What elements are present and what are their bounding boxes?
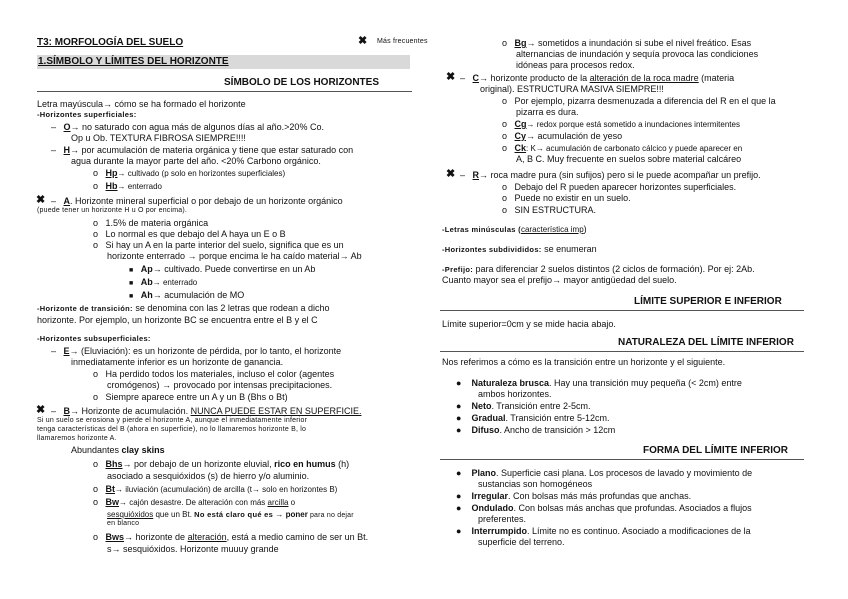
clay-skins: Abundantes clay skins	[71, 445, 165, 455]
horizon-a-item: o 1.5% de materia orgánica	[93, 218, 209, 228]
horizon-h-line2: agua durante la mayor parte del año. <20% Carbono orgánico.	[71, 156, 321, 166]
frequent-mark-icon: ✖	[36, 404, 46, 416]
horizon-hb: o Hb→ enterrado	[93, 181, 162, 191]
horizon-o-line2: Op u Ob. TEXTURA FIBROSA SIEMPRE!!!!	[71, 133, 246, 143]
horizon-bw-line2: sesquióxidos que un Bt. No está claro qué es → poner para no dejar	[107, 510, 354, 519]
doc-title: T3: MORFOLOGÍA DEL SUELO	[37, 37, 184, 48]
frequent-mark-icon: ✖	[36, 194, 46, 206]
horizon-b-note: Si un suelo se erosiona y pierde el horizonte A, aunque el inmediatamente inferior	[37, 417, 308, 424]
horizon-o: – O→ no saturado con agua más de algunos días al año.>20% Co.	[51, 122, 324, 132]
horizon-ab: ■ Ab→ enterrado	[129, 277, 198, 287]
horizon-ck-line2: A, B C. Muy frecuente en suelos sobre material calcáreo	[516, 154, 742, 164]
horizon-r: – R→ roca madre pura (sin sufijos) pero si le puede acompañar un prefijo.	[460, 170, 761, 180]
horizon-bg: o Bg→ sometidos a inundación si sube el nivel freático. Esas	[502, 38, 752, 48]
shape-item: ● Plano. Superficie casi plana. Los procesos de lavado y movimiento de	[456, 468, 753, 478]
divider	[440, 310, 804, 311]
horizon-b-note: tenga características del B (ahora en superficie), no lo llamaremos horizonte B, lo	[37, 426, 307, 433]
horizon-h: – H→ por acumulación de materia orgánica y tiene que estar saturado con	[51, 145, 354, 155]
horizon-cy: o Cy→ acumulación de yeso	[502, 131, 623, 141]
nature-item: ● Naturaleza brusca. Hay una transición muy pequeña (< 2cm) entre	[456, 378, 742, 388]
horizon-bws-line2: s→ sesquióxidos. Horizonte muuuy grande	[107, 544, 279, 554]
horizon-e-item-line2: cromógenos) → provocado por intensas precipitaciones.	[107, 380, 333, 390]
horizon-a-item: o Lo normal es que debajo del A haya un E o B	[93, 229, 286, 239]
horizon-bhs: o Bhs→ por debajo de un horizonte eluvial, rico en humus (h)	[93, 459, 350, 469]
horizon-b: – B→ Horizonte de acumulación. NUNCA PUEDE ESTAR EN SUPERFICIE.	[51, 406, 362, 416]
transition-text-line2: horizonte. Por ejemplo, un horizonte BC se encuentra entre el B y el C	[37, 315, 318, 325]
horizon-c: – C→ horizonte producto de la alteración de la roca madre (materia	[460, 73, 735, 83]
horizon-a-item: o Si hay un A en la parte interior del suelo, significa que es un	[93, 240, 344, 250]
shape-item: ● Ondulado. Con bolsas más anchas que profundas. Asociados a flujos	[456, 503, 752, 513]
sup-label: -Horizontes superficiales:	[37, 110, 137, 119]
horizon-ah: ■ Ah→ acumulación de MO	[129, 290, 245, 300]
nature-item: ● Neto. Transición entre 2-5cm.	[456, 401, 591, 411]
nature-item: ● Gradual. Transición entre 5-12cm.	[456, 413, 610, 423]
limits-text: Límite superior=0cm y se mide hacia abajo.	[442, 319, 616, 329]
legend-label: Más frecuentes	[377, 38, 428, 45]
subsection-title: SÍMBOLO DE LOS HORIZONTES	[224, 77, 380, 88]
lowercase-letters: -Letras minúsculas (característica imp)	[442, 224, 587, 234]
horizon-ck: o Ck: K→ acumulación de carbonato cálcico y puede aparecer en	[502, 143, 743, 153]
limits-title: LÍMITE SUPERIOR E INFERIOR	[634, 296, 782, 307]
horizon-a-item-line2: horizonte enterrado → porque encima le ha caído material→ Ab	[107, 251, 362, 261]
horizon-bws: o Bws→ horizonte de alteración, está a medio camino de ser un Bt.	[93, 532, 369, 542]
frequent-mark-icon: ✖	[446, 71, 456, 83]
section-title: 1.SÍMBOLO Y LÍMITES DEL HORIZONTE	[38, 56, 229, 67]
horizon-bhs-line2: asociado a sesquióxidos (s) de hierro y/o aluminio.	[107, 471, 310, 481]
horizon-bw: o Bw→ cajón desastre. De alteración con más arcilla o	[93, 497, 296, 507]
divider	[440, 351, 804, 352]
horizon-cg: o Cg→ redox porque está sometido a inundaciones intermitentes	[502, 119, 740, 129]
nature-text: Nos referimos a cómo es la transición entre un horizonte y el siguiente.	[442, 357, 726, 367]
horizon-c-line2: original). ESTRUCTURA MASIVA SIEMPRE!!!	[480, 84, 664, 94]
intro-text: Letra mayúscula→ cómo se ha formado el horizonte	[37, 99, 246, 109]
divider	[37, 91, 412, 92]
shape-item: ● Interrumpido. Límite no es continuo. Asociado a modificaciones de la	[456, 526, 751, 536]
shape-item-line2: superficie del terreno.	[478, 537, 565, 547]
horizon-e-item: o Ha perdido todos los materiales, incluso el color (agentes	[93, 369, 335, 379]
subdivided-horizons: -Horizontes subdivididos: se enumeran	[442, 244, 597, 254]
horizon-bt: o Bt→ iluviación (acumulación) de arcilla (t→ solo en horizontes B)	[93, 484, 338, 494]
horizon-c-item-line2: pizarra es dura.	[516, 107, 579, 117]
prefix-text: -Prefijo: para diferenciar 2 suelos distintos (2 ciclos de formación). Por ej: 2Ab.	[442, 264, 755, 274]
divider	[440, 459, 804, 460]
horizon-ap: ■ Ap→ cultivado. Puede convertirse en un Ab	[129, 264, 316, 274]
horizon-e-item: o Siempre aparece entre un A y un B (Bhs o Bt)	[93, 392, 288, 402]
horizon-r-item: o SIN ESTRUCTURA.	[502, 205, 597, 215]
nature-title: NATURALEZA DEL LÍMITE INFERIOR	[618, 337, 794, 348]
horizon-r-item: o Puede no existir en un suelo.	[502, 193, 631, 203]
horizon-a-note: (puede tener un horizonte H u O por encima).	[37, 207, 188, 214]
horizon-bg-line2: alternancias de inundación y sequía provoca las condiciones	[516, 49, 759, 59]
shape-item: ● Irregular. Con bolsas más más profundas que anchas.	[456, 491, 692, 501]
horizon-e: – E→ (Eluviación): es un horizonte de pérdida, por lo tanto, el horizonte	[51, 346, 342, 356]
frequent-mark-icon: ✖	[446, 168, 456, 180]
horizon-bw-line3: en blanco	[107, 520, 140, 527]
prefix-text-line2: Cuanto mayor sea el prefijo→ mayor antigüedad del suelo.	[442, 275, 677, 285]
transition-text: -Horizonte de transición: se denomina con las 2 letras que rodean a dicho	[37, 303, 330, 313]
horizon-c-item: o Por ejemplo, pizarra desmenuzada a diferencia del R en el que la	[502, 96, 776, 106]
horizon-hp: o Hp→ cultivado (p solo en horizontes superficiales)	[93, 168, 286, 178]
nature-item-line2: ambos horizontes.	[478, 389, 552, 399]
horizon-b-note: llamaremos horizonte A.	[37, 435, 117, 442]
shape-title: FORMA DEL LÍMITE INFERIOR	[643, 445, 788, 456]
shape-item-line2: sustancias son homogéneos	[478, 479, 593, 489]
legend-mark-icon: ✖	[358, 35, 368, 47]
horizon-bg-line3: idóneas para procesos redox.	[516, 60, 635, 70]
shape-item-line2: preferentes.	[478, 514, 527, 524]
horizon-a: – A. Horizonte mineral superficial o por debajo de un horizonte orgánico	[51, 196, 343, 206]
nature-item: ● Difuso. Ancho de transición > 12cm	[456, 425, 616, 435]
sub-label: -Horizontes subsuperficiales:	[37, 334, 151, 343]
horizon-r-item: o Debajo del R pueden aparecer horizontes superficiales.	[502, 182, 737, 192]
horizon-e-line2: inmediatamente inferior es un horizonte de ganancia.	[71, 357, 284, 367]
